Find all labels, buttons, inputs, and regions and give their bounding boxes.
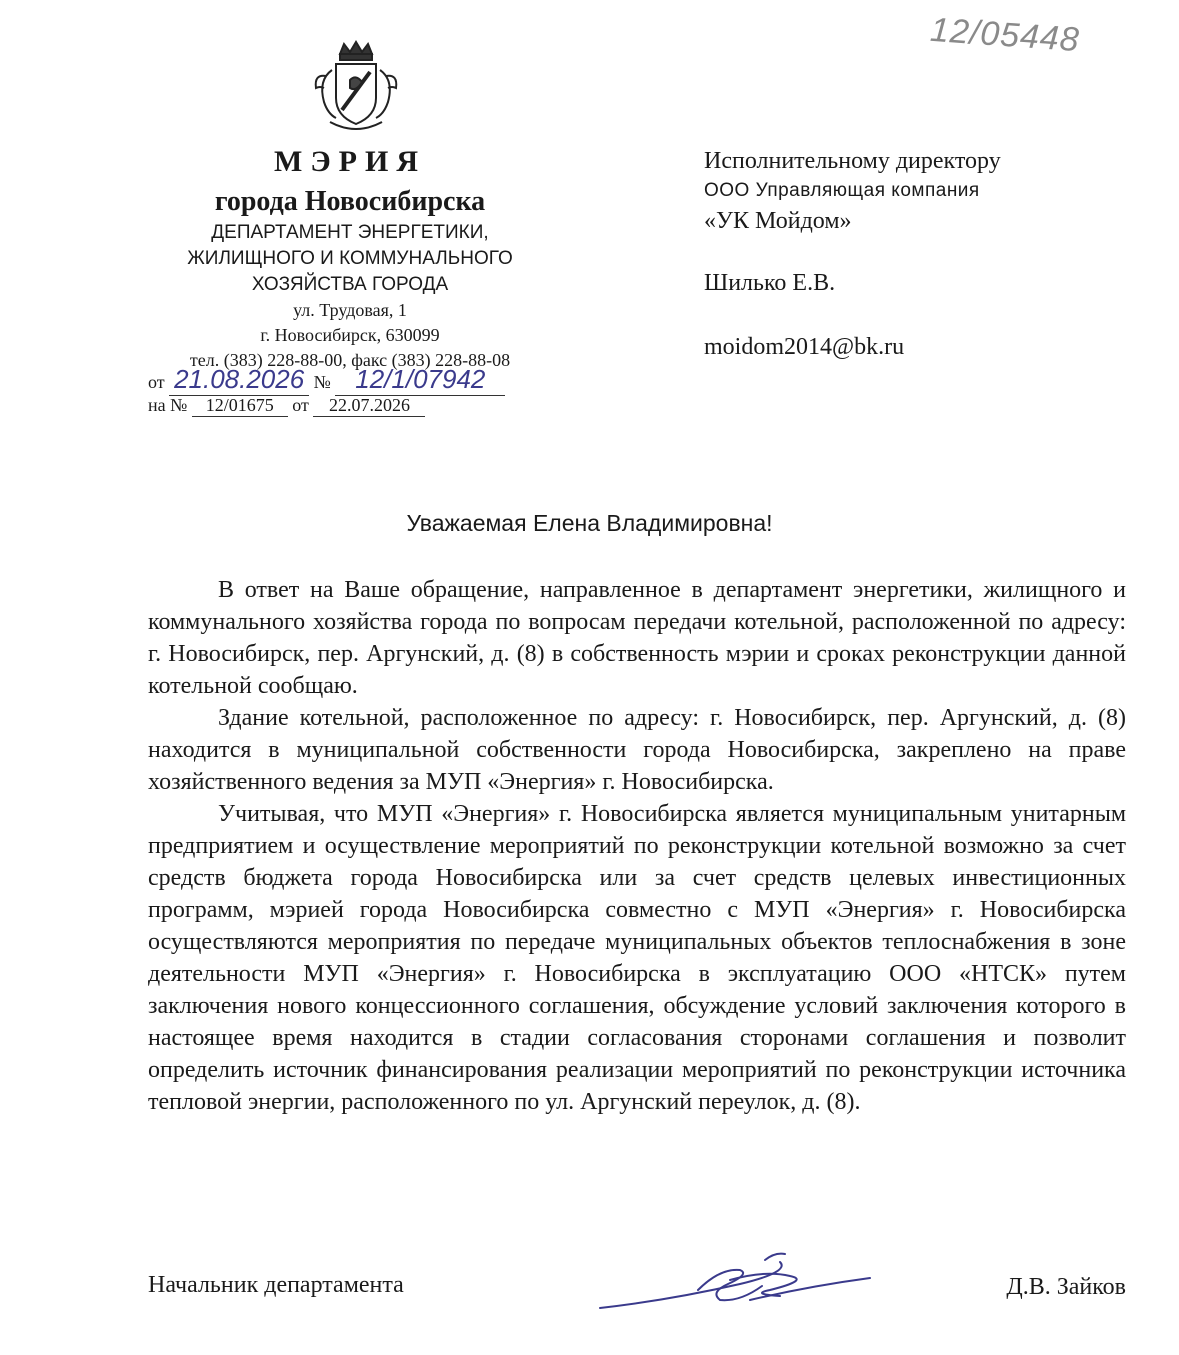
incoming-number: 12/01675 (192, 395, 288, 417)
sender-block (140, 140, 560, 373)
on-from-label: от (292, 395, 309, 415)
registration-stamp: 12/05448 (928, 10, 1081, 60)
org-city: города Новосибирска (214, 186, 486, 217)
handwritten-signature (590, 1240, 880, 1330)
paragraph-1: В ответ на Ваше обращение, направленное в департамент энергетики, жилищного и коммунального хозяйства города по вопросам передачи котельной, расположенной по адресу: г. Новосибирск, пер. Аргунский, д. (8) в собственность мэрии и сроках реконструкции данной котельной сообщаю. (148, 577, 1126, 699)
department-line-3: ХОЗЯЙСТВА ГОРОДА (251, 274, 449, 295)
department-line-2: ЖИЛИЩНОГО И КОММУНАЛЬНОГО (187, 248, 513, 269)
recipient-company-name: «УК Мойдом» (704, 208, 852, 234)
phones: тел. (383) 228-88-00, факс (383) 228-88-08 (189, 350, 511, 370)
on-label: на № (148, 395, 188, 415)
incoming-date: 22.07.2026 (313, 395, 425, 417)
signer-title: Начальник департамента (148, 1272, 404, 1298)
outgoing-date: 21.08.2026 (169, 364, 309, 396)
outgoing-number: 12/1/07942 (335, 364, 505, 396)
outgoing-reference (148, 364, 505, 396)
paragraph-3: Учитывая, что МУП «Энергия» г. Новосибирска является муниципальным унитарным предприятием и осуществление мероприятий по реконструкции котельной возможно за счет средств бюджета города Новосибирска или за счет средств целевых инвестиционных программ, мэрией города Новосибирска совместно с МУП «Энергия» г. Новосибирска осуществляются мероприятия по передаче муниципальных объектов теплоснабжения в зоне деятельности МУП «Энергия» г. Новосибирска в эксплуатацию ООО «НТСК» путем заключения нового концессионного соглашения, обсуждение условий заключения которого в настоящее время находится в стадии согласования сторонами соглашения и позволит определить источник финансирования реализации мероприятий по реконструкции источника тепловой энергии, расположенного по ул. Аргунский переулок, д. (8). (148, 801, 1126, 1115)
department-line-1: ДЕПАРТАМЕНТ ЭНЕРГЕТИКИ, (211, 222, 489, 243)
coat-of-arms-icon (310, 40, 402, 136)
incoming-reference (148, 395, 425, 417)
recipient-company: ООО Управляющая компания (704, 180, 980, 201)
signer-name: Д.В. Зайков (1006, 1274, 1126, 1300)
recipient-block (704, 146, 1124, 362)
address-city: г. Новосибирск, 630099 (260, 325, 440, 345)
recipient-name: Шилько Е.В. (704, 270, 836, 296)
paragraph-2: Здание котельной, расположенное по адресу: г. Новосибирск, пер. Аргунский, д. (8) находится в муниципальной собственности города Новосибирска, закреплено на праве хозяйственного ведения за МУП «Энергия» г. Новосибирска. (148, 705, 1126, 795)
number-label: № (313, 372, 331, 392)
org-title: МЭРИЯ (274, 145, 426, 178)
letter-body (148, 574, 1126, 1118)
recipient-email: moidom2014@bk.ru (704, 334, 905, 360)
from-label: от (148, 372, 165, 392)
greeting: Уважаемая Елена Владимировна! (406, 510, 773, 536)
recipient-position: Исполнительному директору (704, 148, 1001, 174)
address-street: ул. Трудовая, 1 (293, 300, 407, 320)
